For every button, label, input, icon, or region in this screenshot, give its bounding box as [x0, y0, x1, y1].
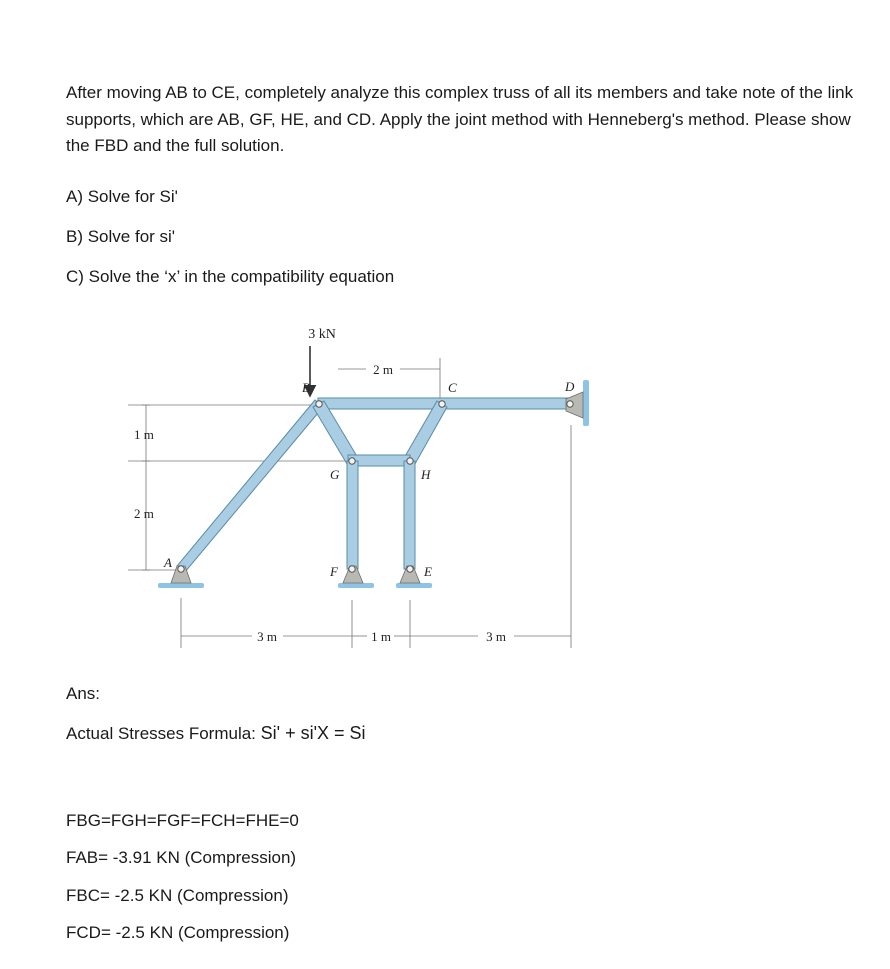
result-fbc: FBC= -2.5 KN (Compression)	[66, 886, 289, 905]
member-gf	[347, 461, 358, 569]
dim-bottom-middle: 1 m	[371, 629, 391, 644]
member-he	[404, 461, 415, 569]
dim-left-upper: 1 m	[134, 427, 154, 442]
joint-label-h: H	[421, 467, 431, 482]
dim-bottom-left: 3 m	[257, 629, 277, 644]
joint-label-d: D	[565, 379, 575, 394]
formula-line	[66, 723, 366, 744]
truss-members	[177, 398, 573, 572]
joint-label-b: B	[302, 380, 310, 395]
part-c: C) Solve the ‘x’ in the compatibility equation	[66, 267, 395, 286]
joint-label-e: E	[424, 564, 432, 579]
joint-label-g: G	[330, 467, 340, 482]
result-fab: FAB= -3.91 KN (Compression)	[66, 848, 297, 867]
truss-figure	[120, 318, 610, 658]
formula: Si' + si'X = Si	[260, 723, 366, 743]
member-ab	[177, 400, 323, 572]
dim-left-lower: 2 m	[134, 506, 154, 521]
pins	[178, 401, 573, 572]
result-fcd: FCD= -2.5 KN (Compression)	[66, 923, 290, 942]
supports	[171, 392, 583, 583]
ground-strips	[158, 380, 589, 588]
part-b: B) Solve for si'	[66, 227, 176, 246]
joint-label-c: C	[448, 380, 457, 395]
formula-prefix: Actual Stresses Formula:	[66, 724, 256, 743]
result-zero-members: FBG=FGH=FGF=FCH=FHE=0	[66, 811, 299, 830]
joint-label-f: F	[330, 564, 338, 579]
dim-bottom-right: 3 m	[486, 629, 506, 644]
part-a: A) Solve for Si'	[66, 187, 178, 206]
load-label: 3 kN	[308, 327, 336, 342]
answer-label: Ans:	[66, 684, 101, 703]
joint-label-a: A	[164, 555, 172, 570]
question-text: After moving AB to CE, completely analyze this complex truss of all its members and take note of the link supports, which are AB, GF, HE, and CD. Apply the joint method with Henneberg's method. Please show the FBD and the full solution.	[66, 83, 854, 155]
dim-top-span: 2 m	[373, 362, 393, 377]
